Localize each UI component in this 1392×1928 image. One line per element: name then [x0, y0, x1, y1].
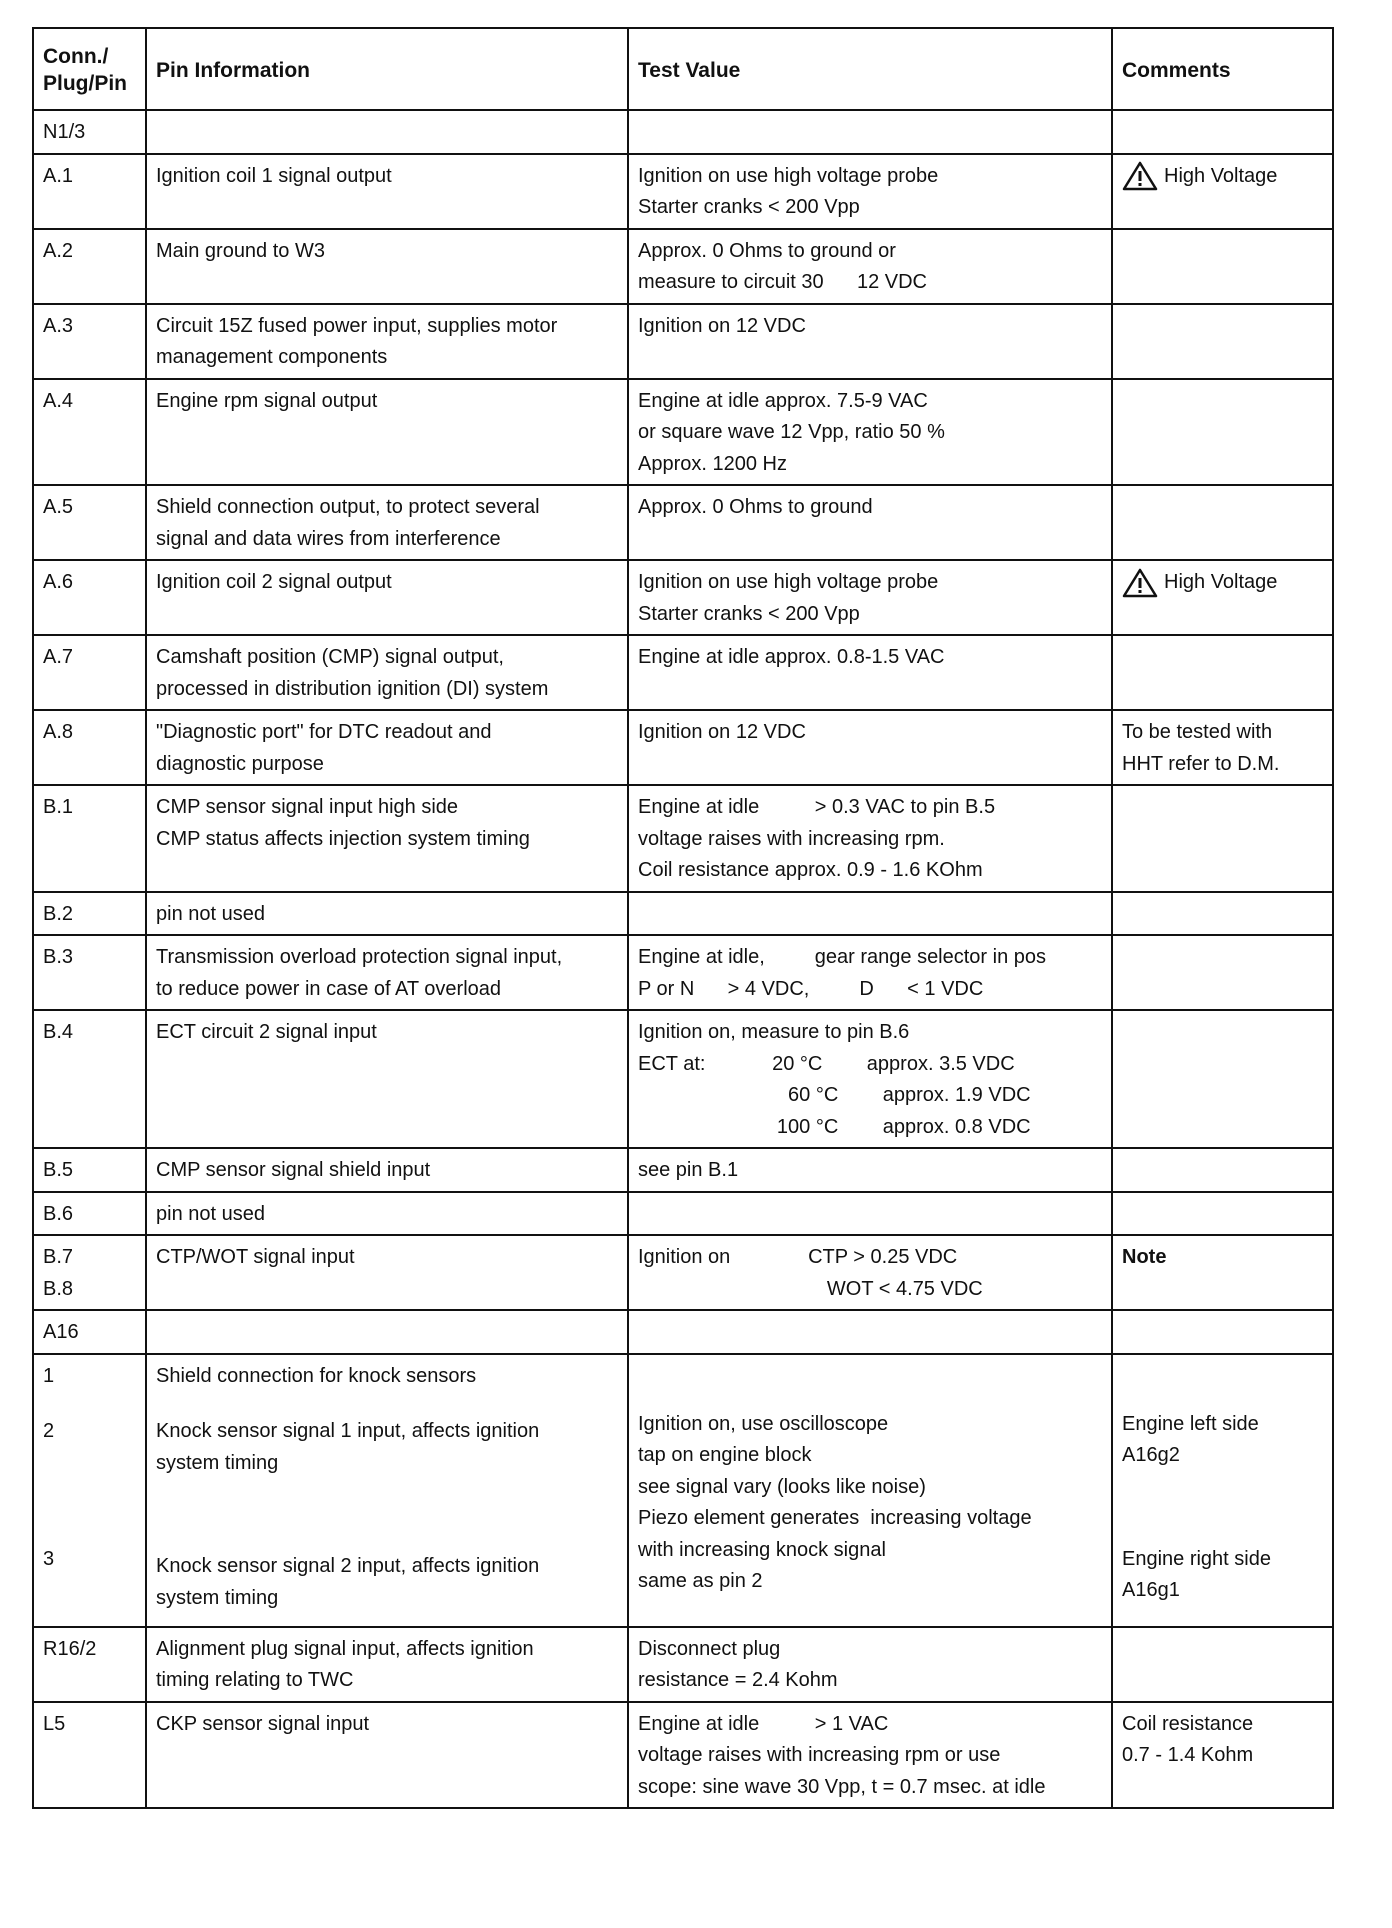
table-row [33, 1010, 1333, 1148]
test-line: measure to circuit 30 12 VDC [638, 271, 928, 293]
cell-test-value [628, 1192, 1112, 1236]
table-row [33, 229, 1333, 304]
cell-comments [1112, 1310, 1333, 1354]
cell-comments [1112, 485, 1333, 560]
test-line: Ignition on use high voltage probe [638, 571, 939, 593]
test-line [638, 1598, 1102, 1622]
cell-test-value [628, 485, 1112, 560]
cell-test-value [628, 785, 1112, 892]
cell-comments [1112, 1010, 1333, 1148]
pin-line: 1 [43, 1364, 55, 1387]
cell-pin [33, 154, 146, 229]
cell-test-value [628, 1702, 1112, 1809]
cell-pin [33, 379, 146, 486]
info-line: system timing [156, 1586, 279, 1609]
comment-line: 0.7 - 1.4 Kohm [1122, 1744, 1254, 1766]
pin-line [43, 1496, 136, 1520]
test-line: Ignition on 12 VDC [638, 721, 806, 743]
cell-comments [1112, 379, 1333, 486]
pin-test-table [32, 27, 1334, 1809]
header-row [33, 28, 1333, 110]
info-line: signal and data wires from interference [156, 527, 501, 550]
cell-pin [33, 635, 146, 710]
pin-line: A.4 [43, 389, 74, 412]
test-line: Approx. 0 Ohms to ground or [638, 239, 896, 262]
info-line: Knock sensor signal 2 input, affects ignition [156, 1555, 540, 1577]
cell-pin-information [146, 935, 628, 1010]
test-line: see pin B.1 [638, 1159, 739, 1181]
info-line: Camshaft position (CMP) signal output, [156, 646, 504, 668]
info-line [156, 1479, 618, 1503]
table-row [33, 304, 1333, 379]
cell-test-value [628, 1310, 1112, 1354]
comment-line: Coil resistance [1122, 1712, 1254, 1735]
pin-line [43, 1575, 136, 1599]
test-line: voltage raises with increasing rpm. [638, 827, 945, 850]
info-line [156, 1392, 618, 1416]
cell-test-value [628, 892, 1112, 936]
pin-line: B.5 [43, 1159, 74, 1181]
cell-test-value [628, 1354, 1112, 1627]
table-row [33, 1192, 1333, 1236]
info-line: Shield connection output, to protect several [156, 496, 540, 518]
pin-line [43, 1392, 136, 1416]
comment-line [1122, 1496, 1323, 1520]
info-line: CMP status affects injection system timing [156, 827, 530, 850]
pin-line: A16 [43, 1321, 79, 1343]
cell-comments [1112, 935, 1333, 1010]
cell-comments [1112, 710, 1333, 785]
info-line: processed in distribution ignition (DI) system [156, 677, 549, 700]
info-line: CKP sensor signal input [156, 1712, 370, 1735]
test-line: Ignition on use high voltage probe [638, 164, 939, 187]
comment-line [1122, 1385, 1323, 1409]
test-line: Coil resistance approx. 0.9 - 1.6 KOhm [638, 859, 983, 881]
cell-pin-information [146, 635, 628, 710]
test-line: same as pin 2 [638, 1570, 763, 1592]
test-line: Ignition on CTP > 0.25 VDC [638, 1246, 958, 1268]
cell-pin-information [146, 379, 628, 486]
test-line: Engine at idle approx. 0.8-1.5 VAC [638, 646, 945, 668]
cell-pin-information [146, 560, 628, 635]
warning-triangle-icon [1122, 161, 1158, 191]
cell-test-value [628, 935, 1112, 1010]
test-line: Starter cranks < 200 Vpp [638, 602, 860, 625]
cell-test-value [628, 304, 1112, 379]
comment-line: High Voltage [1164, 164, 1278, 187]
cell-test-value [628, 1235, 1112, 1310]
table-row [33, 110, 1333, 154]
info-line: "Diagnostic port" for DTC readout and [156, 721, 492, 743]
cell-pin-information [146, 1627, 628, 1702]
table-row [33, 1235, 1333, 1310]
comment-line: High Voltage [1164, 571, 1278, 593]
table-row [33, 635, 1333, 710]
test-line: Approx. 1200 Hz [638, 452, 787, 475]
test-line: 100 °C approx. 0.8 VDC [638, 1115, 1031, 1138]
cell-comments [1112, 1702, 1333, 1809]
test-line: Engine at idle > 1 VAC [638, 1712, 889, 1735]
pin-line [43, 1448, 136, 1472]
test-line: Engine at idle approx. 7.5-9 VAC [638, 389, 928, 412]
info-line: to reduce power in case of AT overload [156, 977, 502, 1000]
pin-line: N1/3 [43, 121, 86, 143]
cell-comments [1112, 1354, 1333, 1627]
cell-pin-information [146, 304, 628, 379]
cell-pin [33, 892, 146, 936]
info-line: timing relating to TWC [156, 1669, 354, 1691]
cell-test-value [628, 229, 1112, 304]
pin-line: B.3 [43, 946, 74, 968]
pin-line: A.7 [43, 646, 74, 668]
cell-pin-information [146, 1702, 628, 1809]
info-line: CMP sensor signal shield input [156, 1159, 431, 1181]
cell-pin [33, 1235, 146, 1310]
header-conn-plug-pin [33, 28, 146, 110]
cell-pin [33, 1354, 146, 1627]
comment-line [1122, 1472, 1323, 1496]
cell-pin-information [146, 485, 628, 560]
test-line: WOT < 4.75 VDC [638, 1277, 983, 1300]
table-body [33, 110, 1333, 1808]
table-row [33, 1627, 1333, 1702]
pin-line [43, 1520, 136, 1544]
cell-pin [33, 1627, 146, 1702]
comment-line: To be tested with [1122, 721, 1273, 743]
cell-pin [33, 110, 146, 154]
info-line: Transmission overload protection signal input, [156, 946, 563, 968]
info-line: Ignition coil 2 signal output [156, 571, 392, 593]
info-line: Knock sensor signal 1 input, affects ignition [156, 1420, 540, 1442]
info-line: pin not used [156, 1202, 265, 1225]
info-line [156, 1527, 618, 1551]
test-line: Ignition on 12 VDC [638, 314, 806, 337]
header-conn-line2: Plug/Pin [43, 72, 127, 95]
pin-line: A.1 [43, 164, 74, 187]
table-row [33, 710, 1333, 785]
info-line: diagnostic purpose [156, 752, 324, 775]
pin-line: A.3 [43, 314, 74, 337]
info-line: Engine rpm signal output [156, 389, 378, 412]
cell-pin-information [146, 1010, 628, 1148]
pin-line: A.6 [43, 571, 74, 593]
test-line [638, 1361, 1102, 1385]
pin-line [43, 1472, 136, 1496]
pin-line: A.8 [43, 721, 74, 743]
info-line: Shield connection for knock sensors [156, 1364, 477, 1387]
table-row [33, 1702, 1333, 1809]
test-line: Ignition on, use oscilloscope [638, 1412, 889, 1435]
pin-line: A.5 [43, 496, 74, 518]
warning-triangle-icon [1122, 568, 1158, 598]
test-line: scope: sine wave 30 Vpp, t = 0.7 msec. at idle [638, 1775, 1046, 1798]
cell-test-value [628, 1010, 1112, 1148]
table-row [33, 560, 1333, 635]
cell-test-value [628, 154, 1112, 229]
cell-comments [1112, 229, 1333, 304]
comment-line: HHT refer to D.M. [1122, 752, 1280, 775]
cell-comments [1112, 892, 1333, 936]
cell-test-value [628, 635, 1112, 710]
table-row [33, 1354, 1333, 1627]
test-line: tap on engine block [638, 1444, 812, 1466]
test-line: Engine at idle, gear range selector in pos [638, 946, 1047, 968]
info-line: management components [156, 346, 388, 368]
cell-pin [33, 935, 146, 1010]
table-row [33, 485, 1333, 560]
header-comments: Comments [1112, 28, 1333, 110]
test-line: see signal vary (looks like noise) [638, 1475, 926, 1498]
pin-line: 3 [43, 1547, 55, 1570]
header-test-value: Test Value [628, 28, 1112, 110]
header-conn-line1: Conn./ [43, 45, 109, 68]
cell-comments [1112, 1627, 1333, 1702]
comment-line: Engine right side [1122, 1547, 1271, 1570]
info-line: Ignition coil 1 signal output [156, 164, 392, 187]
cell-test-value [628, 560, 1112, 635]
cell-pin-information [146, 1235, 628, 1310]
cell-pin-information [146, 1148, 628, 1192]
cell-pin-information [146, 1354, 628, 1627]
cell-pin-information [146, 1192, 628, 1236]
cell-pin [33, 710, 146, 785]
cell-pin [33, 485, 146, 560]
test-line: Approx. 0 Ohms to ground [638, 496, 873, 518]
info-line: CMP sensor signal input high side [156, 796, 459, 818]
cell-test-value [628, 379, 1112, 486]
table-row [33, 935, 1333, 1010]
header-pin-information: Pin Information [146, 28, 628, 110]
cell-comments [1112, 304, 1333, 379]
cell-test-value [628, 1148, 1112, 1192]
test-line: Piezo element generates increasing voltage [638, 1507, 1032, 1529]
test-line: Disconnect plug [638, 1637, 781, 1660]
table-row [33, 892, 1333, 936]
test-line: or square wave 12 Vpp, ratio 50 % [638, 421, 945, 443]
table-row [33, 785, 1333, 892]
cell-pin [33, 1148, 146, 1192]
comment-line [1122, 1361, 1323, 1385]
cell-test-value [628, 1627, 1112, 1702]
pin-line: L5 [43, 1712, 66, 1735]
high-voltage-warning [1122, 567, 1277, 599]
cell-comments [1112, 560, 1333, 635]
test-line: resistance = 2.4 Kohm [638, 1669, 838, 1691]
comment-line: A16g2 [1122, 1444, 1180, 1466]
cell-comments [1112, 1148, 1333, 1192]
test-line: ECT at: 20 °C approx. 3.5 VDC [638, 1052, 1015, 1075]
cell-test-value [628, 110, 1112, 154]
cell-comments [1112, 635, 1333, 710]
pin-line: B.8 [43, 1277, 74, 1300]
cell-pin-information [146, 154, 628, 229]
info-line: Alignment plug signal input, affects ignition [156, 1637, 534, 1660]
pin-line: B.6 [43, 1202, 74, 1225]
cell-comments [1112, 154, 1333, 229]
comment-line: A16g1 [1122, 1579, 1180, 1601]
cell-pin [33, 1702, 146, 1809]
cell-comments [1112, 1192, 1333, 1236]
comment-line: Note [1122, 1246, 1167, 1268]
info-line [156, 1503, 618, 1527]
pin-line: B.2 [43, 902, 74, 925]
high-voltage-warning [1122, 161, 1277, 193]
pin-line: A.2 [43, 239, 74, 262]
info-line: pin not used [156, 902, 265, 925]
cell-pin [33, 229, 146, 304]
cell-pin-information [146, 710, 628, 785]
test-line: 60 °C approx. 1.9 VDC [638, 1084, 1031, 1106]
cell-test-value [628, 710, 1112, 785]
cell-comments [1112, 1235, 1333, 1310]
cell-pin-information [146, 785, 628, 892]
test-line: voltage raises with increasing rpm or use [638, 1744, 1001, 1766]
cell-pin [33, 1010, 146, 1148]
table-row [33, 154, 1333, 229]
cell-comments [1112, 785, 1333, 892]
cell-pin-information [146, 110, 628, 154]
test-line: Ignition on, measure to pin B.6 [638, 1021, 910, 1043]
table-row [33, 1310, 1333, 1354]
pin-line: B.4 [43, 1021, 74, 1043]
pin-line: B.7 [43, 1246, 74, 1268]
test-line [638, 1385, 1102, 1409]
info-line: Circuit 15Z fused power input, supplies motor [156, 314, 558, 337]
cell-pin [33, 560, 146, 635]
test-line: P or N > 4 VDC, D < 1 VDC [638, 977, 984, 1000]
info-line: ECT circuit 2 signal input [156, 1021, 377, 1043]
test-line: Starter cranks < 200 Vpp [638, 196, 860, 218]
cell-comments [1112, 110, 1333, 154]
info-line: CTP/WOT signal input [156, 1246, 355, 1268]
info-line: system timing [156, 1451, 279, 1474]
cell-pin [33, 1310, 146, 1354]
cell-pin-information [146, 1310, 628, 1354]
comment-line [1122, 1520, 1323, 1544]
pin-line: B.1 [43, 796, 74, 818]
comment-line: Engine left side [1122, 1412, 1259, 1435]
cell-pin-information [146, 892, 628, 936]
cell-pin-information [146, 229, 628, 304]
pin-line: R16/2 [43, 1637, 97, 1660]
table-row [33, 1148, 1333, 1192]
pin-line: 2 [43, 1420, 55, 1442]
cell-pin [33, 304, 146, 379]
test-line: with increasing knock signal [638, 1538, 886, 1561]
cell-pin [33, 785, 146, 892]
info-line: Main ground to W3 [156, 239, 325, 262]
table-row [33, 379, 1333, 486]
test-line: Engine at idle > 0.3 VAC to pin B.5 [638, 796, 996, 818]
cell-pin [33, 1192, 146, 1236]
